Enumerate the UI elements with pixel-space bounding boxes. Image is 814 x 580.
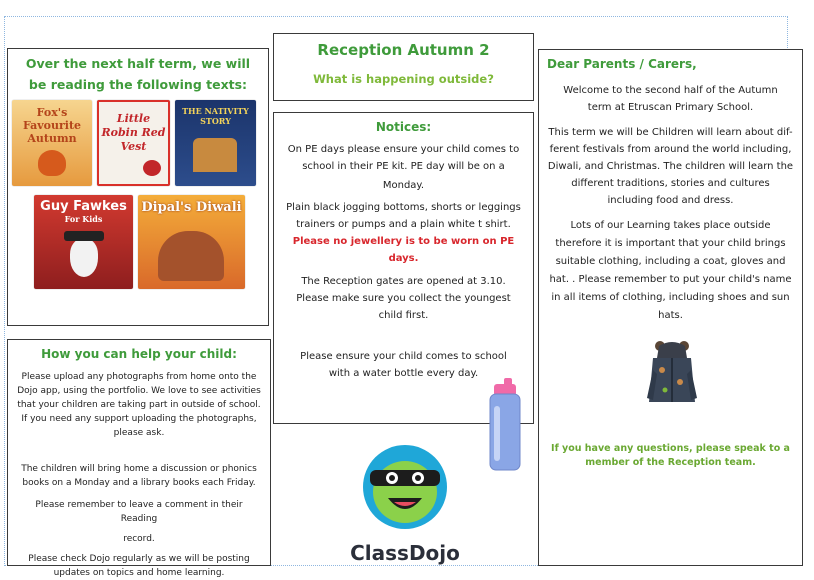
mask-hat <box>64 231 104 241</box>
classdojo-logo <box>330 440 480 565</box>
help-panel <box>7 339 271 578</box>
water-bottle-notice: Please ensure your child comes to school with a water bottle every day. <box>300 351 507 379</box>
help-reading-record-end: record. <box>123 534 155 544</box>
pe-kit-notice: Plain black jogging bottoms, shorts or leggings trainers or pumps and a plain white t shirt. <box>286 202 521 230</box>
page-subtitle: What is happening outside? <box>313 72 494 86</box>
help-reading-record: Please remember to leave a comment in their Reading <box>35 500 243 524</box>
pe-day-notice: On PE days please ensure your child comes to school in their PE kit. PE day will be on a <box>287 144 520 172</box>
parents-festivals: This term we will be Children will learn about dif-ferent festivals from around the world including, Diwali, and Christmas. The children will learn the different traditions, stories and cultures including food and dress. <box>547 127 794 206</box>
family-illustration <box>158 231 224 281</box>
book-cover-foxs-favourite-autumn: Fox's Favourite Autumn <box>12 100 92 186</box>
classdojo-wordmark: ClassDojo <box>350 541 460 565</box>
water-bottle-illustration <box>482 378 528 473</box>
robin-illustration <box>143 160 161 176</box>
parents-panel <box>538 49 803 566</box>
book-cover-guy-fawkes: Guy Fawkes For Kids <box>34 195 133 289</box>
coat-illustration <box>647 340 697 410</box>
dojo-monster-icon <box>330 440 480 535</box>
help-heading: How you can help your child: <box>41 347 237 361</box>
parents-heading: Dear Parents / Carers, <box>547 57 697 71</box>
parents-outdoor-clothing: Lots of our Learning takes place outside therefore it is important that your child brings suitable clothing, including a coat, gloves and hat. . Please remember to put your child's name in all items of clothing, including shoes and sun hats. <box>549 220 792 321</box>
book-cover-little-robin-red-vest: Little Robin Red Vest <box>97 100 170 186</box>
help-check-dojo: Please check Dojo regularly as we will be posting updates on topics and home learning. <box>28 554 250 578</box>
help-books-home: The children will bring home a discussion or phonics books on a Monday and a library books each Friday. <box>21 464 257 488</box>
title-panel <box>273 33 534 101</box>
books-panel <box>7 48 269 326</box>
book-cover-dipals-diwali: Dipal's Diwali <box>138 195 245 289</box>
book-cover-nativity-story: THE NATIVITY STORY <box>175 100 256 186</box>
parents-welcome: Welcome to the second half of the Autumn term at Etruscan Primary School. <box>563 85 778 113</box>
fox-illustration <box>38 150 66 176</box>
page-title: Reception Autumn 2 <box>317 41 490 59</box>
jewellery-notice: Please no jewellery is to be worn on PE days. <box>292 236 515 264</box>
notices-heading: Notices: <box>375 120 432 134</box>
parents-questions: If you have any questions, please speak to a member of the Reception team. <box>551 443 790 468</box>
gates-notice: The Reception gates are opened at 3.10. Please make sure you collect the youngest child first. <box>296 276 511 321</box>
pe-day-weekday: Monday. <box>382 180 425 191</box>
books-heading: Over the next half term, we will be reading the following texts: <box>25 56 251 92</box>
guy-fawkes-mask <box>70 239 98 277</box>
nativity-illustration <box>193 138 237 172</box>
help-upload-photos: Please upload any photographs from home onto the Dojo app, using the portfolio. We love to see activities that your children are taking part in outside of school. If you need any support uploading the photographs, please ask. <box>17 372 261 438</box>
